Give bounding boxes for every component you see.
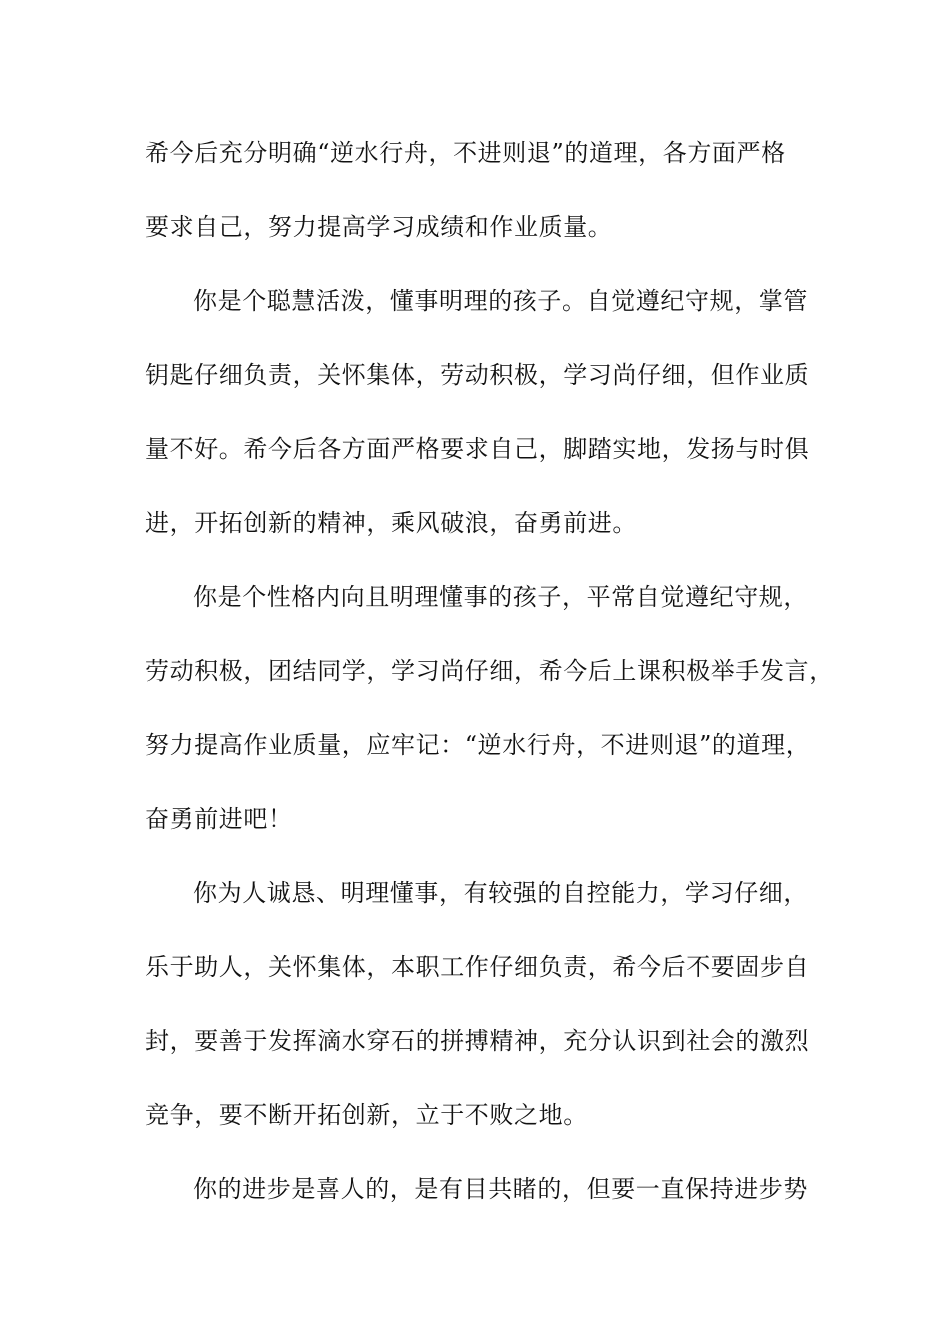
text-line: 劳动积极，团结同学，学习尚仔细，希今后上课积极举手发言，: [145, 657, 834, 685]
text-line: 要求自己，努力提高学习成绩和作业质量。: [145, 213, 613, 241]
text-line: 奋勇前进吧！: [145, 805, 293, 833]
paragraph-first-line: 你是个聪慧活泼，懂事明理的孩子。自觉遵纪守规，掌管: [193, 287, 808, 315]
text-line: 进，开拓创新的精神，乘风破浪，奋勇前进。: [145, 509, 637, 537]
text-line: 乐于助人，关怀集体，本职工作仔细负责，希今后不要固步自: [145, 953, 810, 981]
text-line: 封，要善于发挥滴水穿石的拼搏精神，充分认识到社会的激烈: [145, 1027, 810, 1055]
text-line: 希今后充分明确“逆水行舟，不进则退”的道理，各方面严格: [145, 139, 786, 167]
text-line: 钥匙仔细负责，关怀集体，劳动积极，学习尚仔细，但作业质: [145, 361, 810, 389]
text-line: 努力提高作业质量，应牢记：“逆水行舟，不进则退”的道理，: [145, 731, 811, 759]
paragraph-first-line: 你为人诚恳、明理懂事，有较强的自控能力，学习仔细，: [193, 879, 808, 907]
paragraph-first-line: 你的进步是喜人的，是有目共睹的，但要一直保持进步势: [193, 1175, 808, 1203]
text-line: 竞争，要不断开拓创新，立于不败之地。: [145, 1101, 588, 1129]
text-line: 量不好。希今后各方面严格要求自己，脚踏实地，发扬与时俱: [145, 435, 810, 463]
paragraph-first-line: 你是个性格内向且明理懂事的孩子，平常自觉遵纪守规，: [193, 583, 808, 611]
